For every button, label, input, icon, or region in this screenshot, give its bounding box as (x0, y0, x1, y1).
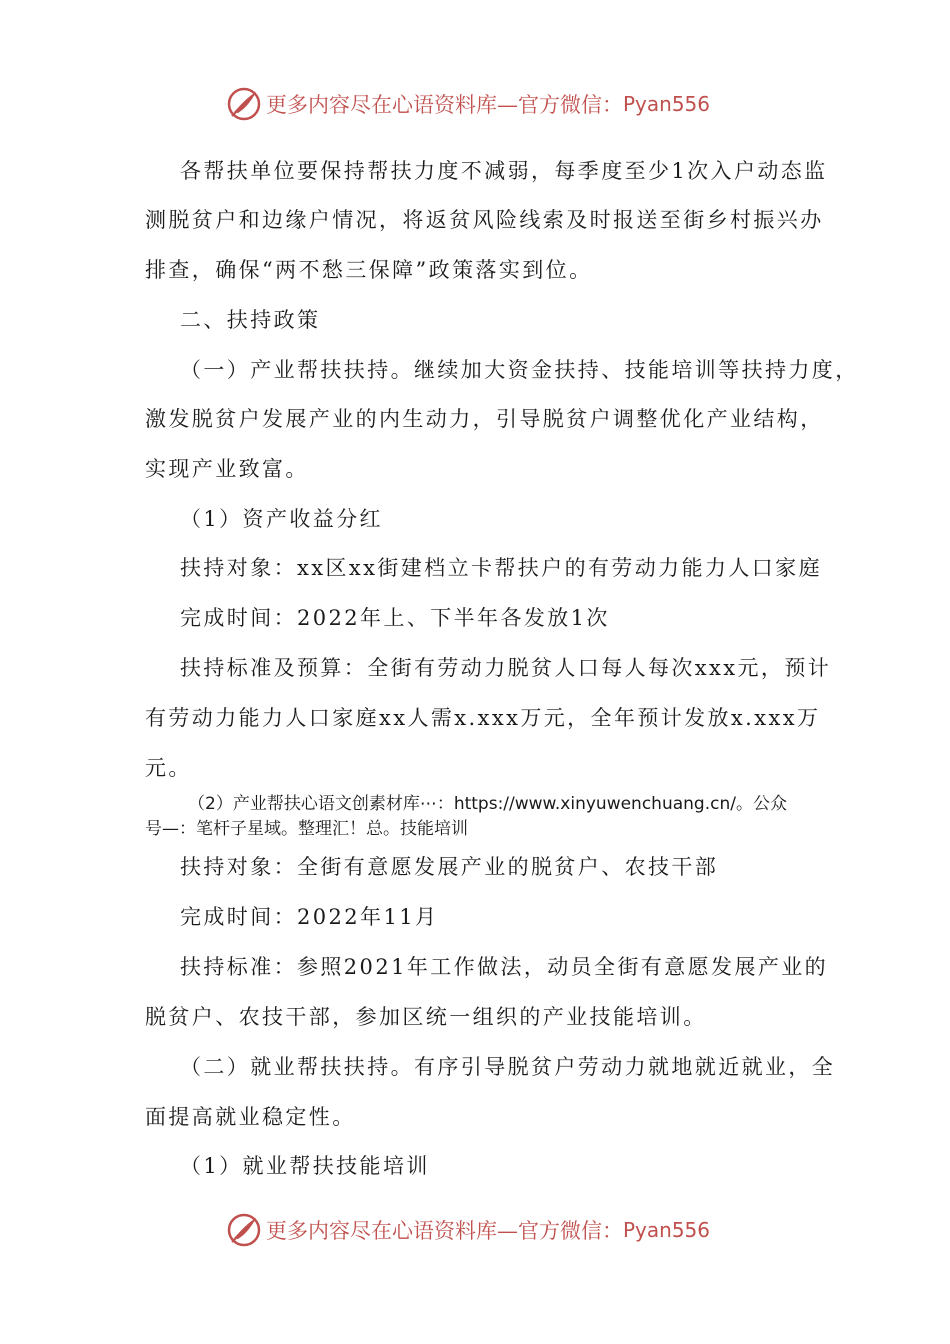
paragraph-line: 脱贫户、农技干部，参加区统一组织的产业技能培训。 (145, 1005, 707, 1029)
paragraph-line: 面提高就业稳定性。 (145, 1105, 356, 1129)
paragraph-line: （二）就业帮扶扶持。有序引导脱贫户劳动力就地就近就业，全 (180, 1055, 836, 1079)
paragraph-line: 完成时间：2022年上、下半年各发放1次 (180, 606, 610, 630)
paragraph-line: 扶持标准及预算：全街有劳动力脱贫人口每人每次xxx元，预计 (180, 656, 832, 680)
section-heading: 二、扶持政策 (180, 308, 321, 332)
banner-wechat-id: Pyan556 (623, 92, 711, 116)
footer-banner (226, 1210, 710, 1250)
paragraph-line: 各帮扶单位要保持帮扶力度不减弱，每季度至少1次入户动态监 (180, 159, 828, 183)
header-banner (226, 84, 710, 124)
paragraph-line: 测脱贫户和边缘户情况，将返贫风险线索及时报送至街乡村振兴办 (145, 208, 824, 232)
paragraph-line: 实现产业致富。 (145, 457, 309, 481)
quill-logo-icon (226, 1212, 262, 1248)
banner-text: 更多内容尽在心语资料库—官方微信： (266, 1219, 623, 1243)
quill-logo-icon (226, 86, 262, 122)
subheading: （1）资产收益分红 (180, 507, 383, 531)
paragraph-line: 扶持对象：全街有意愿发展产业的脱贫户、农技干部 (180, 855, 719, 879)
paragraph-line: （一）产业帮扶扶持。继续加大资金扶持、技能培训等扶持力度， (180, 358, 859, 382)
paragraph-line: 完成时间：2022年11月 (180, 905, 439, 929)
paragraph-line: 有劳动力能力人口家庭xx人需x.xxx万元，全年预计发放x.xxx万 (145, 706, 821, 730)
paragraph-line: 扶持标准：参照2021年工作做法，动员全街有意愿发展产业的 (180, 955, 829, 979)
paragraph-line: 激发脱贫户发展产业的内生动力，引导脱贫户调整优化产业结构， (145, 407, 824, 431)
banner-text: 更多内容尽在心语资料库—官方微信： (266, 93, 623, 117)
subheading: （1）就业帮扶技能培训 (180, 1154, 430, 1178)
paragraph-line: 元。 (145, 756, 192, 780)
inserted-note-line: 号—：笔杆子星域。整理汇！总。技能培训 (145, 819, 468, 839)
paragraph-line: 排查，确保“两不愁三保障”政策落实到位。 (145, 258, 593, 282)
banner-wechat-id: Pyan556 (623, 1218, 711, 1242)
paragraph-line: 扶持对象：xx区xx街建档立卡帮扶户的有劳动力能力人口家庭 (180, 556, 822, 580)
inserted-note-line: （2）产业帮扶心语文创素材库⋯：https://www.xinyuwenchuang.cn/。公众 (188, 794, 787, 814)
